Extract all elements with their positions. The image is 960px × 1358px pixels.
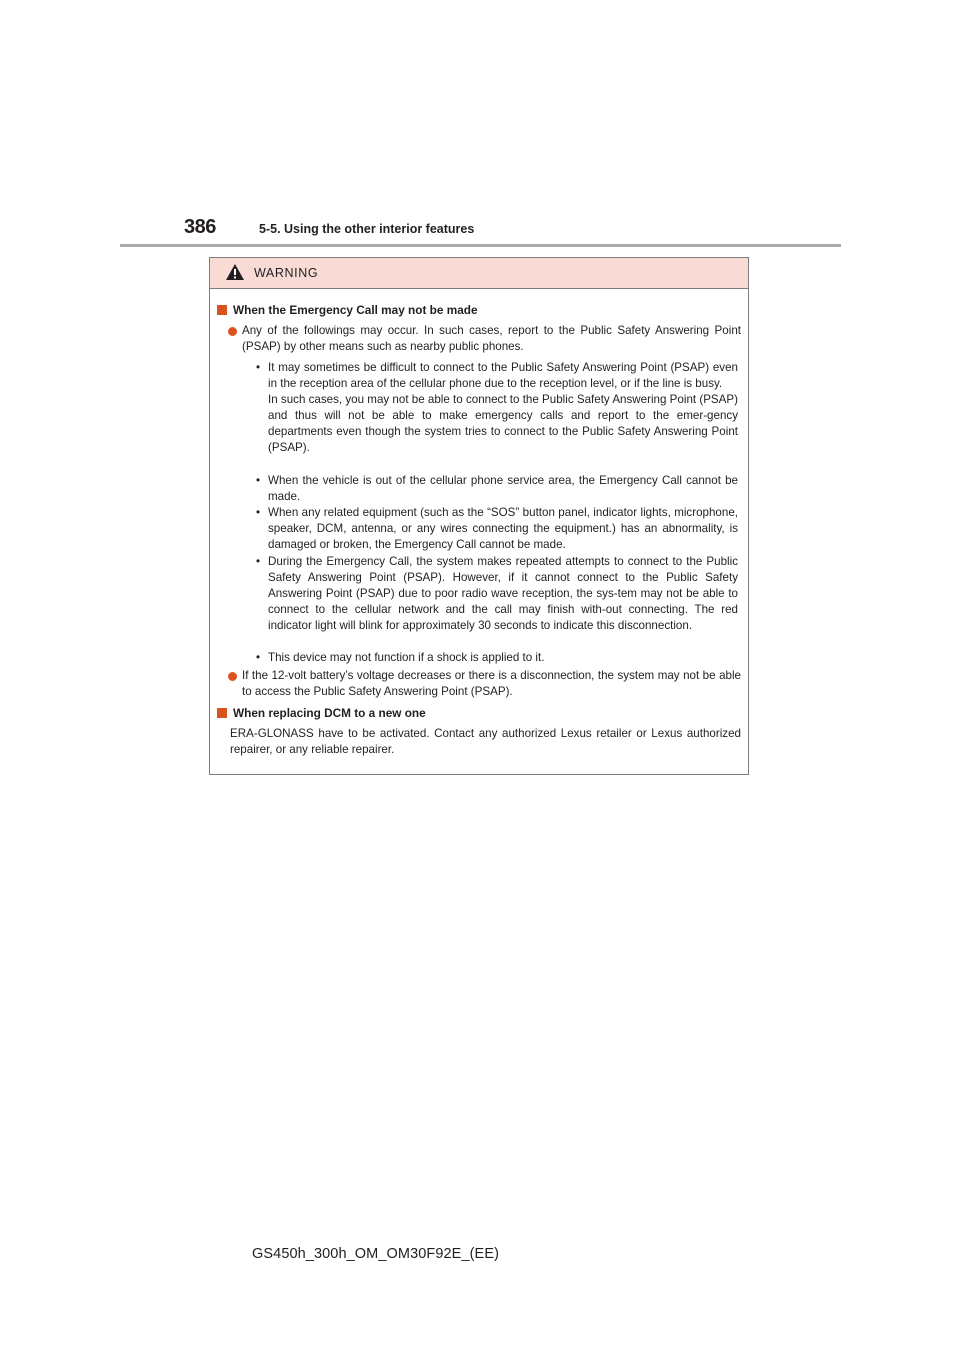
- page-header: [184, 216, 844, 246]
- item-text: If the 12-volt battery’s voltage decreases or there is a disconnection, the system may not be able to access the Public Safety Answering Point (PSAP).: [242, 669, 741, 699]
- sub-item-text: In such cases, you may not be able to connect to the Public Safety Answering Point (PSAP) and thus will not be able to make emergency calls and report to the emer-gency departments even though the system tries to connect to the Public Safety Answering Point (PSAP).: [268, 393, 738, 455]
- warning-title: WARNING: [254, 266, 319, 280]
- square-bullet-icon: [217, 708, 227, 718]
- circle-bullet-icon: [228, 672, 237, 681]
- list-item: [228, 323, 741, 355]
- dot-bullet-icon: •: [256, 555, 261, 568]
- square-bullet-icon: [217, 305, 227, 315]
- page-number: 386: [184, 216, 216, 238]
- sub-item-text: It may sometimes be difficult to connect to the Public Safety Answering Point (PSAP) even in the reception area of the cellular phone due to the reception level, or if the line is busy.: [268, 361, 738, 391]
- warning-box: [209, 257, 749, 775]
- section-title: 5-5. Using the other interior features: [259, 222, 475, 236]
- dot-bullet-icon: •: [256, 474, 261, 487]
- section-heading: [217, 302, 478, 318]
- heading-text: When replacing DCM to a new one: [233, 706, 426, 720]
- warning-header: [210, 258, 748, 289]
- warning-triangle-icon: [225, 263, 245, 281]
- dot-bullet-icon: •: [256, 506, 261, 519]
- sub-item-text: This device may not function if a shock is applied to it.: [268, 651, 545, 664]
- dot-bullet-icon: •: [256, 361, 261, 374]
- header-rule: [120, 244, 841, 247]
- paragraph: ERA-GLONASS have to be activated. Contact any authorized Lexus retailer or Lexus authorized repairer, or any reliable repairer.: [230, 727, 741, 757]
- sub-item-text: When the vehicle is out of the cellular phone service area, the Emergency Call cannot be made.: [268, 474, 738, 504]
- sub-item-text: During the Emergency Call, the system makes repeated attempts to connect to the Public Safety Answering Point (PSAP). However, if it cannot connect to the Public Safety Answering Point (PSAP) due to poor radio wave reception, the sys-tem may not be able to connect to the cellular network and the call may finish with-out connecting. The red indicator light will blink for approximately 30 seconds to indicate this disconnection.: [268, 555, 738, 633]
- heading-text: When the Emergency Call may not be made: [233, 303, 478, 317]
- sub-item-text: When any related equipment (such as the “SOS” button panel, indicator lights, microphone, speaker, DCM, antenna, or any wires connecting the equipment.) has an abnormality, is damaged or broken, the Emergency Call cannot be made.: [268, 506, 738, 552]
- sub-list-item: [256, 505, 738, 553]
- list-item: [228, 668, 741, 700]
- sub-list-item: [256, 554, 738, 634]
- item-text: Any of the followings may occur. In such cases, report to the Public Safety Answering Point (PSAP) by other means such as nearby public phones.: [242, 324, 741, 354]
- section-heading: [217, 705, 426, 721]
- dot-bullet-icon: •: [256, 651, 261, 664]
- sub-list-item: [256, 360, 738, 457]
- sub-list-item: [256, 473, 738, 505]
- model-code-footer: GS450h_300h_OM_OM30F92E_(EE): [252, 1246, 500, 1262]
- circle-bullet-icon: [228, 327, 237, 336]
- sub-list-item: [256, 650, 738, 666]
